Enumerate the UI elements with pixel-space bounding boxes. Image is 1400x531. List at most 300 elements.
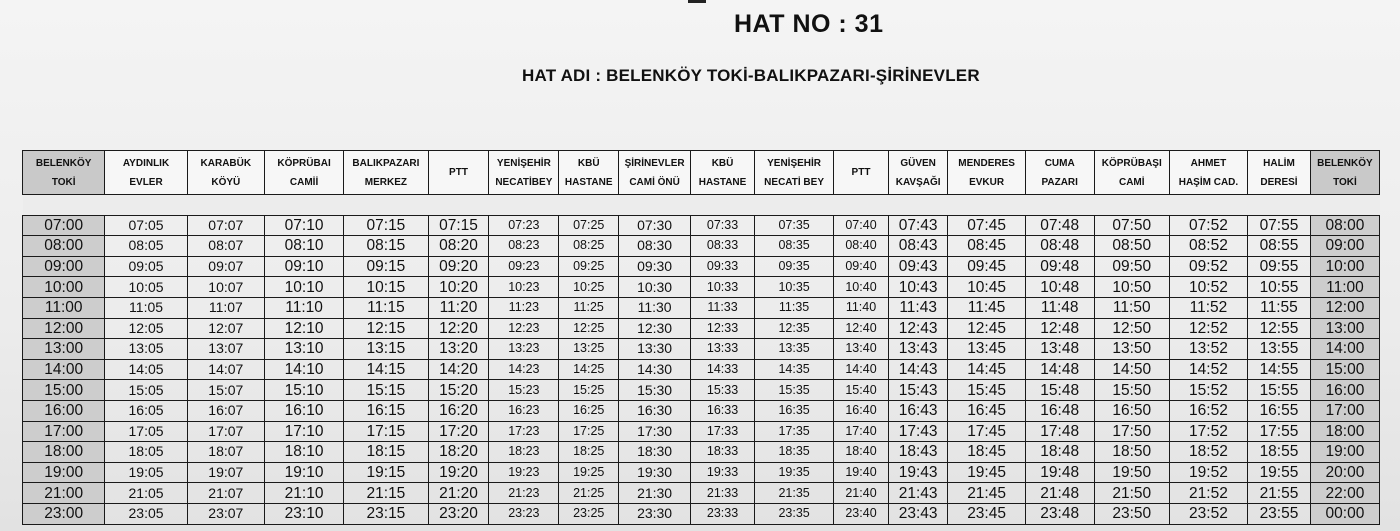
time-cell: 17:10 <box>264 421 343 442</box>
table-row <box>23 339 1380 360</box>
stop-header-line2: NECATİBEY <box>495 176 553 188</box>
stop-header-10 <box>754 151 833 195</box>
time-cell: 18:35 <box>754 442 833 463</box>
table-row <box>23 421 1380 442</box>
time-cell: 19:00 <box>23 462 105 483</box>
table-row <box>23 318 1380 339</box>
time-cell: 17:05 <box>105 421 187 442</box>
time-cell: 08:07 <box>187 236 264 257</box>
stop-header-13 <box>948 151 1025 195</box>
stop-header-line1: YENİŞEHİR <box>767 157 822 169</box>
time-cell: 17:55 <box>1248 421 1311 442</box>
header-gap-cell <box>23 195 1380 216</box>
time-cell: 23:05 <box>105 503 187 524</box>
stop-header-line1: KARABÜK <box>200 157 252 169</box>
time-cell: 09:43 <box>888 256 948 277</box>
time-cell: 09:52 <box>1169 256 1247 277</box>
table-row <box>23 442 1380 463</box>
stop-header-line1: AHMET <box>1190 157 1227 169</box>
time-cell: 16:50 <box>1094 400 1169 421</box>
time-cell: 07:43 <box>888 215 948 236</box>
stop-header-line2: HASTANE <box>698 176 747 188</box>
time-cell: 17:35 <box>754 421 833 442</box>
time-cell: 21:23 <box>489 483 559 504</box>
stop-header-0 <box>23 151 105 195</box>
time-cell: 15:07 <box>187 380 264 401</box>
time-cell: 19:30 <box>619 462 691 483</box>
stop-header-7 <box>559 151 619 195</box>
time-cell: 09:35 <box>754 256 833 277</box>
time-cell: 19:40 <box>834 462 889 483</box>
stop-header-line1: BELENKÖY <box>1317 157 1373 169</box>
time-cell: 13:25 <box>559 339 619 360</box>
time-cell: 10:20 <box>428 277 489 298</box>
time-cell: 12:15 <box>344 318 428 339</box>
time-cell: 18:40 <box>834 442 889 463</box>
time-cell: 11:52 <box>1169 297 1247 318</box>
time-cell: 21:00 <box>23 483 105 504</box>
time-cell: 07:55 <box>1248 215 1311 236</box>
stop-header-line2: TOKİ <box>1333 176 1357 188</box>
time-cell: 10:33 <box>691 277 755 298</box>
time-cell: 10:15 <box>344 277 428 298</box>
stop-header-12 <box>888 151 948 195</box>
time-cell: 14:55 <box>1248 359 1311 380</box>
time-cell: 14:10 <box>264 359 343 380</box>
time-cell: 15:50 <box>1094 380 1169 401</box>
time-cell: 15:55 <box>1248 380 1311 401</box>
time-cell: 18:07 <box>187 442 264 463</box>
time-cell: 08:23 <box>489 236 559 257</box>
time-cell: 11:00 <box>23 297 105 318</box>
time-cell: 13:52 <box>1169 339 1247 360</box>
time-cell: 08:10 <box>264 236 343 257</box>
time-cell: 13:48 <box>1025 339 1094 360</box>
time-cell: 11:20 <box>428 297 489 318</box>
time-cell: 11:30 <box>619 297 691 318</box>
stop-header-9 <box>691 151 755 195</box>
stop-header-row <box>23 151 1380 195</box>
time-cell: 12:10 <box>264 318 343 339</box>
stop-header-line2: MERKEZ <box>364 176 408 188</box>
time-cell: 16:45 <box>948 400 1025 421</box>
time-cell: 14:43 <box>888 359 948 380</box>
time-cell: 17:52 <box>1169 421 1247 442</box>
stop-header-line1: KÖPRÜBAŞI <box>1101 157 1162 169</box>
time-cell: 19:05 <box>105 462 187 483</box>
time-cell: 16:55 <box>1248 400 1311 421</box>
stop-header-line1: PTT <box>449 167 468 178</box>
time-cell: 18:55 <box>1248 442 1311 463</box>
time-cell: 16:07 <box>187 400 264 421</box>
stop-header-line1: KBÜ <box>711 157 734 169</box>
time-cell: 20:00 <box>1310 462 1379 483</box>
time-cell: 08:52 <box>1169 236 1247 257</box>
time-cell: 18:05 <box>105 442 187 463</box>
time-cell: 16:05 <box>105 400 187 421</box>
time-cell: 12:50 <box>1094 318 1169 339</box>
time-cell: 12:23 <box>489 318 559 339</box>
time-cell: 16:00 <box>1310 380 1379 401</box>
time-cell: 23:23 <box>489 503 559 524</box>
stop-header-14 <box>1025 151 1094 195</box>
stop-header-8 <box>619 151 691 195</box>
time-cell: 12:20 <box>428 318 489 339</box>
time-cell: 23:10 <box>264 503 343 524</box>
time-cell: 07:15 <box>428 215 489 236</box>
time-cell: 00:00 <box>1310 503 1379 524</box>
time-cell: 13:43 <box>888 339 948 360</box>
time-cell: 15:40 <box>834 380 889 401</box>
time-cell: 17:40 <box>834 421 889 442</box>
time-cell: 14:23 <box>489 359 559 380</box>
time-cell: 16:00 <box>23 400 105 421</box>
time-cell: 15:20 <box>428 380 489 401</box>
time-cell: 17:25 <box>559 421 619 442</box>
stop-header-line2: HAŞİM CAD. <box>1178 176 1239 188</box>
time-cell: 13:35 <box>754 339 833 360</box>
time-cell: 15:00 <box>23 380 105 401</box>
time-cell: 15:15 <box>344 380 428 401</box>
time-cell: 10:25 <box>559 277 619 298</box>
time-cell: 10:40 <box>834 277 889 298</box>
stop-header-line2: EVKUR <box>969 176 1005 188</box>
departure-rows <box>23 195 1380 525</box>
time-cell: 17:20 <box>428 421 489 442</box>
table-row <box>23 236 1380 257</box>
time-cell: 12:48 <box>1025 318 1094 339</box>
time-cell: 10:10 <box>264 277 343 298</box>
time-cell: 07:48 <box>1025 215 1094 236</box>
time-cell: 07:33 <box>691 215 755 236</box>
time-cell: 17:43 <box>888 421 948 442</box>
time-cell: 17:50 <box>1094 421 1169 442</box>
time-cell: 09:10 <box>264 256 343 277</box>
time-cell: 13:40 <box>834 339 889 360</box>
time-cell: 11:45 <box>948 297 1025 318</box>
time-cell: 10:30 <box>619 277 691 298</box>
time-cell: 11:48 <box>1025 297 1094 318</box>
time-cell: 07:07 <box>187 215 264 236</box>
stop-header-line1: PTT <box>851 167 871 178</box>
time-cell: 14:33 <box>691 359 755 380</box>
time-cell: 16:25 <box>559 400 619 421</box>
time-cell: 13:50 <box>1094 339 1169 360</box>
time-cell: 21:07 <box>187 483 264 504</box>
stop-header-line1: MENDERES <box>958 157 1015 169</box>
time-cell: 11:33 <box>691 297 755 318</box>
time-cell: 09:40 <box>834 256 889 277</box>
time-cell: 23:20 <box>428 503 489 524</box>
time-cell: 08:45 <box>948 236 1025 257</box>
time-cell: 12:55 <box>1248 318 1311 339</box>
time-cell: 10:45 <box>948 277 1025 298</box>
time-cell: 13:00 <box>1310 318 1379 339</box>
time-cell: 23:55 <box>1248 503 1311 524</box>
time-cell: 15:05 <box>105 380 187 401</box>
time-cell: 13:30 <box>619 339 691 360</box>
time-cell: 15:00 <box>1310 359 1379 380</box>
time-cell: 07:10 <box>264 215 343 236</box>
stop-header-6 <box>489 151 559 195</box>
time-cell: 15:52 <box>1169 380 1247 401</box>
time-cell: 23:00 <box>23 503 105 524</box>
stop-header-line2: CAMİ <box>1118 176 1145 188</box>
time-cell: 15:10 <box>264 380 343 401</box>
time-cell: 15:33 <box>691 380 755 401</box>
time-cell: 14:25 <box>559 359 619 380</box>
time-cell: 09:00 <box>23 256 105 277</box>
time-cell: 23:48 <box>1025 503 1094 524</box>
time-cell: 10:23 <box>489 277 559 298</box>
time-cell: 10:00 <box>1310 256 1379 277</box>
time-cell: 12:25 <box>559 318 619 339</box>
time-cell: 10:00 <box>23 277 105 298</box>
time-cell: 07:23 <box>489 215 559 236</box>
time-cell: 07:52 <box>1169 215 1247 236</box>
stop-header-11 <box>834 151 889 195</box>
time-cell: 21:55 <box>1248 483 1311 504</box>
time-cell: 14:15 <box>344 359 428 380</box>
time-cell: 07:05 <box>105 215 187 236</box>
time-cell: 09:20 <box>428 256 489 277</box>
table-row <box>23 483 1380 504</box>
time-cell: 14:52 <box>1169 359 1247 380</box>
time-cell: 13:15 <box>344 339 428 360</box>
time-cell: 15:35 <box>754 380 833 401</box>
time-cell: 13:07 <box>187 339 264 360</box>
time-cell: 16:43 <box>888 400 948 421</box>
time-cell: 16:20 <box>428 400 489 421</box>
table-row <box>23 277 1380 298</box>
time-cell: 09:00 <box>1310 236 1379 257</box>
time-cell: 19:52 <box>1169 462 1247 483</box>
table-row <box>23 215 1380 236</box>
time-cell: 13:33 <box>691 339 755 360</box>
table-row <box>23 400 1380 421</box>
time-cell: 19:43 <box>888 462 948 483</box>
time-cell: 12:40 <box>834 318 889 339</box>
table-row <box>23 256 1380 277</box>
time-cell: 14:35 <box>754 359 833 380</box>
time-cell: 07:15 <box>344 215 428 236</box>
time-cell: 17:33 <box>691 421 755 442</box>
time-cell: 09:23 <box>489 256 559 277</box>
stop-header-18 <box>1310 151 1379 195</box>
time-cell: 10:55 <box>1248 277 1311 298</box>
time-cell: 12:30 <box>619 318 691 339</box>
time-cell: 19:15 <box>344 462 428 483</box>
table-row <box>23 380 1380 401</box>
time-cell: 13:05 <box>105 339 187 360</box>
time-cell: 12:33 <box>691 318 755 339</box>
time-cell: 19:07 <box>187 462 264 483</box>
time-cell: 11:07 <box>187 297 264 318</box>
stop-header-line1: HALİM <box>1263 157 1295 169</box>
time-cell: 17:00 <box>1310 400 1379 421</box>
stop-header-line1: YENİŞEHİR <box>496 157 551 169</box>
time-cell: 13:45 <box>948 339 1025 360</box>
time-cell: 14:40 <box>834 359 889 380</box>
stop-header-line2: TOKİ <box>51 176 76 188</box>
time-cell: 18:43 <box>888 442 948 463</box>
time-cell: 18:15 <box>344 442 428 463</box>
time-cell: 10:05 <box>105 277 187 298</box>
time-cell: 09:50 <box>1094 256 1169 277</box>
time-cell: 11:23 <box>489 297 559 318</box>
stop-header-3 <box>264 151 343 195</box>
line-name-title: HAT ADI : BELENKÖY TOKİ-BALIKPAZARI-ŞİRİNEVLER <box>522 66 980 85</box>
time-cell: 08:50 <box>1094 236 1169 257</box>
time-cell: 18:52 <box>1169 442 1247 463</box>
time-cell: 17:48 <box>1025 421 1094 442</box>
time-cell: 07:35 <box>754 215 833 236</box>
time-cell: 08:55 <box>1248 236 1311 257</box>
time-cell: 14:05 <box>105 359 187 380</box>
time-cell: 09:30 <box>619 256 691 277</box>
stop-header-line2: CAMİİ <box>289 176 319 188</box>
time-cell: 21:52 <box>1169 483 1247 504</box>
time-cell: 10:48 <box>1025 277 1094 298</box>
stop-header-17 <box>1248 151 1311 195</box>
time-cell: 10:07 <box>187 277 264 298</box>
time-cell: 17:23 <box>489 421 559 442</box>
time-cell: 14:45 <box>948 359 1025 380</box>
time-cell: 19:33 <box>691 462 755 483</box>
stop-header-line1: CUMA <box>1044 157 1075 169</box>
time-cell: 21:45 <box>948 483 1025 504</box>
time-cell: 10:43 <box>888 277 948 298</box>
time-cell: 12:07 <box>187 318 264 339</box>
stop-header-line2: NECATİ BEY <box>764 176 824 188</box>
time-cell: 18:00 <box>1310 421 1379 442</box>
stop-header-1 <box>105 151 187 195</box>
time-cell: 08:40 <box>834 236 889 257</box>
time-cell: 19:35 <box>754 462 833 483</box>
time-cell: 08:00 <box>1310 215 1379 236</box>
time-cell: 21:40 <box>834 483 889 504</box>
time-cell: 11:40 <box>834 297 889 318</box>
time-cell: 23:52 <box>1169 503 1247 524</box>
time-cell: 09:33 <box>691 256 755 277</box>
time-cell: 18:25 <box>559 442 619 463</box>
time-cell: 15:45 <box>948 380 1025 401</box>
time-cell: 19:23 <box>489 462 559 483</box>
time-cell: 23:40 <box>834 503 889 524</box>
time-cell: 17:15 <box>344 421 428 442</box>
time-cell: 12:00 <box>1310 297 1379 318</box>
time-cell: 12:05 <box>105 318 187 339</box>
time-cell: 09:45 <box>948 256 1025 277</box>
time-cell: 16:48 <box>1025 400 1094 421</box>
time-cell: 08:48 <box>1025 236 1094 257</box>
time-cell: 16:40 <box>834 400 889 421</box>
time-cell: 11:00 <box>1310 277 1379 298</box>
time-cell: 21:20 <box>428 483 489 504</box>
stop-header-line2: CAMİ ÖNÜ <box>629 176 680 188</box>
time-cell: 16:33 <box>691 400 755 421</box>
time-cell: 12:45 <box>948 318 1025 339</box>
time-cell: 21:50 <box>1094 483 1169 504</box>
time-cell: 08:00 <box>23 236 105 257</box>
time-cell: 14:07 <box>187 359 264 380</box>
time-cell: 12:35 <box>754 318 833 339</box>
time-cell: 18:10 <box>264 442 343 463</box>
stop-header-line1: ŞİRİNEVLER <box>624 157 685 169</box>
time-cell: 07:45 <box>948 215 1025 236</box>
time-cell: 21:35 <box>754 483 833 504</box>
time-cell: 17:07 <box>187 421 264 442</box>
stop-header-2 <box>187 151 264 195</box>
time-cell: 18:48 <box>1025 442 1094 463</box>
time-cell: 19:10 <box>264 462 343 483</box>
time-cell: 18:45 <box>948 442 1025 463</box>
stop-header-line1: GÜVEN <box>900 157 936 169</box>
stop-header-line2: KÖYÜ <box>211 176 241 188</box>
time-cell: 10:35 <box>754 277 833 298</box>
time-cell: 22:00 <box>1310 483 1379 504</box>
time-cell: 23:07 <box>187 503 264 524</box>
time-cell: 09:07 <box>187 256 264 277</box>
time-cell: 15:48 <box>1025 380 1094 401</box>
time-cell: 14:00 <box>1310 339 1379 360</box>
stop-header-5 <box>428 151 489 195</box>
time-cell: 08:25 <box>559 236 619 257</box>
top-edge-mark <box>688 0 706 3</box>
time-cell: 09:15 <box>344 256 428 277</box>
timetable <box>22 150 1380 525</box>
time-cell: 11:43 <box>888 297 948 318</box>
time-cell: 16:10 <box>264 400 343 421</box>
time-cell: 21:15 <box>344 483 428 504</box>
time-cell: 12:43 <box>888 318 948 339</box>
time-cell: 08:43 <box>888 236 948 257</box>
line-number-title: HAT NO : 31 <box>734 10 884 38</box>
table-row <box>23 297 1380 318</box>
stop-header-line2: DERESİ <box>1260 176 1298 188</box>
time-cell: 10:52 <box>1169 277 1247 298</box>
time-cell: 15:43 <box>888 380 948 401</box>
time-cell: 18:33 <box>691 442 755 463</box>
time-cell: 23:50 <box>1094 503 1169 524</box>
time-cell: 10:50 <box>1094 277 1169 298</box>
time-cell: 09:55 <box>1248 256 1311 277</box>
time-cell: 11:15 <box>344 297 428 318</box>
time-cell: 19:50 <box>1094 462 1169 483</box>
time-cell: 13:23 <box>489 339 559 360</box>
time-cell: 16:30 <box>619 400 691 421</box>
time-cell: 19:25 <box>559 462 619 483</box>
time-cell: 07:50 <box>1094 215 1169 236</box>
stop-header-line1: BELENKÖY <box>35 157 92 169</box>
time-cell: 21:30 <box>619 483 691 504</box>
time-cell: 16:35 <box>754 400 833 421</box>
header-gap <box>23 195 1380 216</box>
time-cell: 14:00 <box>23 359 105 380</box>
time-cell: 12:00 <box>23 318 105 339</box>
stop-header-line2: KAVŞAĞI <box>895 176 941 188</box>
table-row <box>23 503 1380 524</box>
time-cell: 14:30 <box>619 359 691 380</box>
time-cell: 21:43 <box>888 483 948 504</box>
time-cell: 11:35 <box>754 297 833 318</box>
time-cell: 07:40 <box>834 215 889 236</box>
time-cell: 19:55 <box>1248 462 1311 483</box>
time-cell: 08:20 <box>428 236 489 257</box>
time-cell: 11:55 <box>1248 297 1311 318</box>
time-cell: 23:43 <box>888 503 948 524</box>
time-cell: 11:05 <box>105 297 187 318</box>
